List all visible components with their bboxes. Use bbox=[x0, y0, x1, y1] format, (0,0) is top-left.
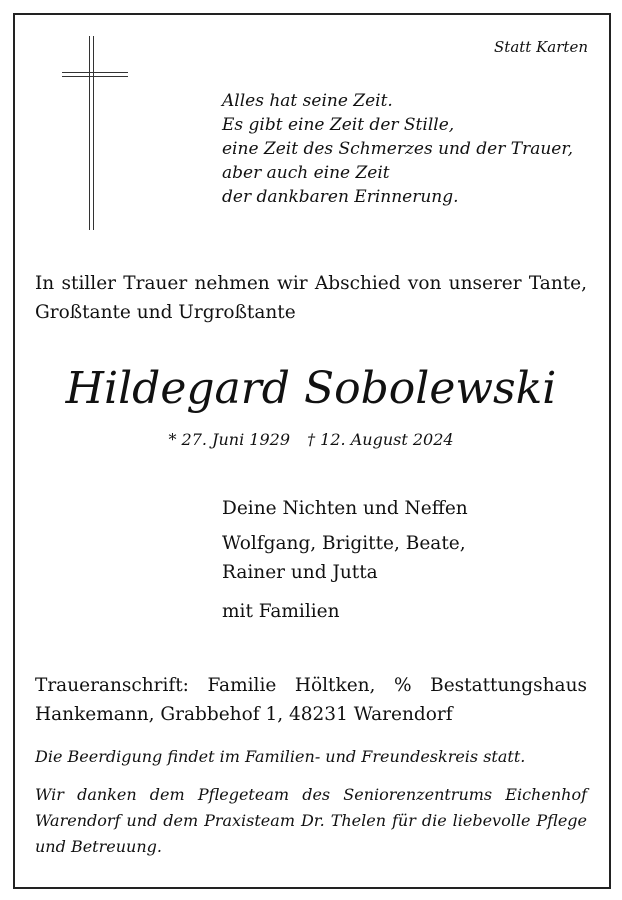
mourners-line: Wolfgang, Brigitte, Beate, bbox=[222, 533, 466, 554]
death-date: † 12. August 2024 bbox=[307, 430, 454, 449]
statt-karten-label: Statt Karten bbox=[494, 38, 588, 56]
mourners-line: Deine Nichten und Neffen bbox=[222, 498, 468, 519]
cross-icon bbox=[62, 36, 128, 232]
poem-line: eine Zeit des Schmerzes und der Trauer, bbox=[222, 139, 574, 159]
mourners bbox=[222, 494, 468, 626]
life-dates bbox=[0, 430, 622, 449]
mourning-address: Traueranschrift: Familie Höltken, % Bestattungshaus Hankemann, Grabbehof 1, 48231 Warendorf bbox=[35, 675, 587, 725]
funeral-note: Die Beerdigung findet im Familien- und Freundeskreis statt. bbox=[35, 747, 526, 766]
poem bbox=[222, 89, 573, 209]
thanks-note: Wir danken dem Pflegeteam des Seniorenzentrums Eichenhof Warendorf und dem Praxisteam Dr. Thelen für die liebevolle Pflege und Betreuung. bbox=[35, 785, 587, 856]
deceased-name: Hildegard Sobolewski bbox=[65, 363, 557, 414]
poem-line: Es gibt eine Zeit der Stille, bbox=[222, 115, 455, 135]
poem-line: aber auch eine Zeit bbox=[222, 163, 390, 183]
poem-line: Alles hat seine Zeit. bbox=[222, 91, 393, 111]
intro-text: In stiller Trauer nehmen wir Abschied von unserer Tante, Großtante und Urgroßtante bbox=[35, 273, 587, 323]
mourners-line: mit Familien bbox=[222, 601, 340, 622]
poem-line: der dankbaren Erinnerung. bbox=[222, 187, 459, 207]
mourners-line: Rainer und Jutta bbox=[222, 562, 378, 583]
birth-date: * 27. Juni 1929 bbox=[168, 430, 290, 449]
